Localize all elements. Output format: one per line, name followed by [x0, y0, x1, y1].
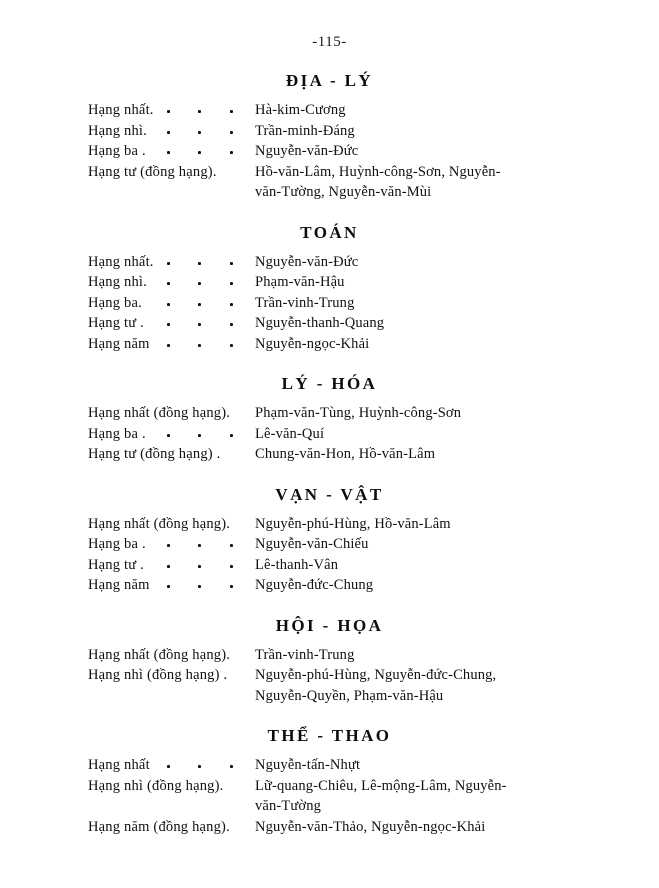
rank-label: Hạng ba. — [88, 294, 142, 311]
rank-entry — [0, 334, 659, 355]
leader-dot — [167, 344, 170, 347]
leader-dot — [230, 434, 233, 437]
names-cell — [255, 534, 659, 555]
rank-entry — [0, 100, 659, 121]
names-cell — [255, 444, 659, 465]
rank-list — [0, 100, 659, 203]
leader-dot — [230, 585, 233, 588]
names-line: Lữ-quang-Chiêu, Lê-mộng-Lâm, Nguyễn- — [255, 777, 507, 794]
rank-label-cell — [0, 293, 167, 314]
names-line: Trần-vinh-Trung — [255, 294, 355, 311]
names-cell — [255, 334, 659, 355]
leader-dot — [167, 282, 170, 285]
names-cell — [255, 575, 659, 596]
result-section — [0, 726, 659, 837]
rank-label-cell — [0, 776, 255, 797]
names-cell — [255, 555, 659, 576]
names-line: Phạm-văn-Hậu — [255, 274, 345, 290]
rank-entry — [0, 121, 659, 142]
leader-dot — [230, 303, 233, 306]
names-line: Nguyễn-phú-Hùng, Hồ-văn-Lâm — [255, 515, 451, 532]
rank-label-cell — [0, 665, 255, 686]
rank-list — [0, 514, 659, 596]
leader-dot — [198, 151, 201, 154]
leader-dot — [198, 131, 201, 134]
rank-entry — [0, 645, 659, 666]
rank-entry — [0, 141, 659, 162]
rank-label-cell — [0, 514, 255, 535]
names-line: Lê-văn-Quí — [255, 425, 325, 442]
rank-list — [0, 755, 659, 837]
result-section — [0, 374, 659, 465]
names-line: Phạm-văn-Tùng, Huỳnh-công-Sơn — [255, 405, 462, 421]
names-line: Nguyễn-Quyền, Phạm-văn-Hậu — [255, 687, 444, 704]
leader-dot — [167, 303, 170, 306]
names-line: Hà-kim-Cương — [255, 102, 346, 118]
leader-dot — [167, 323, 170, 326]
leader-dot — [198, 303, 201, 306]
rank-label-cell — [0, 755, 167, 776]
leader-dot — [230, 131, 233, 134]
names-cell — [255, 100, 659, 121]
rank-list — [0, 252, 659, 355]
names-line: Chung-văn-Hon, Hồ-văn-Lâm — [255, 446, 436, 462]
rank-label: Hạng tư . — [88, 315, 144, 331]
names-line: Nguyễn-thanh-Quang — [255, 315, 385, 331]
rank-label: Hạng nhất (đồng hạng). — [88, 405, 231, 421]
names-line: văn-Tường — [255, 798, 321, 814]
rank-entry — [0, 162, 659, 203]
rank-label: Hạng nhì (đồng hạng). — [88, 777, 224, 794]
rank-label: Hạng nhất (đồng hạng). — [88, 515, 231, 532]
scanned-page — [0, 34, 659, 888]
names-cell — [255, 293, 659, 314]
rank-entry — [0, 403, 659, 424]
names-cell — [255, 817, 659, 838]
leader-dot — [167, 110, 170, 113]
rank-entry — [0, 514, 659, 535]
rank-entry — [0, 534, 659, 555]
leader-dot — [198, 344, 201, 347]
rank-entry — [0, 817, 659, 838]
names-line: Nguyễn-văn-Thảo, Nguyễn-ngọc-Khải — [255, 818, 486, 835]
names-line: Nguyễn-văn-Chiếu — [255, 536, 369, 552]
rank-entry — [0, 776, 659, 817]
rank-label-cell — [0, 534, 167, 555]
leader-dot — [167, 585, 170, 588]
page-number: -115- — [312, 34, 347, 50]
rank-entry — [0, 424, 659, 445]
rank-label-cell — [0, 272, 167, 293]
rank-label: Hạng ba . — [88, 536, 146, 552]
rank-label-cell — [0, 121, 167, 142]
names-line: Nguyễn-phú-Hùng, Nguyễn-đức-Chung, — [255, 667, 497, 683]
leader-dot — [230, 344, 233, 347]
rank-label: Hạng tư (đồng hạng) . — [88, 446, 221, 462]
names-line: Lê-thanh-Vân — [255, 556, 339, 573]
rank-entry — [0, 293, 659, 314]
names-line: Nguyễn-đức-Chung — [255, 577, 374, 593]
leader-dot — [198, 765, 201, 768]
result-section — [0, 223, 659, 355]
leader-dot — [230, 262, 233, 265]
rank-label: Hạng nhất. — [88, 253, 154, 270]
section-heading: VẠN - VẬT — [275, 484, 384, 504]
rank-label: Hạng tư . — [88, 556, 144, 573]
names-cell — [255, 424, 659, 445]
leader-dot — [230, 765, 233, 768]
names-cell — [255, 645, 659, 666]
leader-dot — [167, 262, 170, 265]
leader-dot — [167, 765, 170, 768]
names-cell — [255, 141, 659, 162]
leader-dot — [167, 434, 170, 437]
rank-label-cell — [0, 424, 167, 445]
names-cell — [255, 272, 659, 293]
rank-entry — [0, 313, 659, 334]
rank-entry — [0, 252, 659, 273]
section-heading: THỂ - THAO — [267, 726, 392, 745]
result-section — [0, 71, 659, 203]
leader-dot — [230, 544, 233, 547]
names-line: Nguyễn-văn-Đức — [255, 143, 359, 159]
leader-dot — [230, 565, 233, 568]
rank-label: Hạng ba . — [88, 425, 146, 442]
names-cell — [255, 514, 659, 535]
rank-list — [0, 403, 659, 465]
names-line: Nguyễn-văn-Đức — [255, 253, 359, 270]
rank-label-cell — [0, 555, 167, 576]
result-section — [0, 485, 659, 596]
names-cell — [255, 162, 659, 203]
rank-label: Hạng nhì. — [88, 122, 147, 139]
rank-label-cell — [0, 162, 255, 183]
names-cell — [255, 252, 659, 273]
leader-dot — [230, 151, 233, 154]
rank-label-cell — [0, 645, 255, 666]
rank-entry — [0, 575, 659, 596]
rank-label-cell — [0, 141, 167, 162]
names-cell — [255, 313, 659, 334]
leader-dot — [230, 110, 233, 113]
leader-dot — [198, 262, 201, 265]
leader-dot — [230, 323, 233, 326]
names-cell — [255, 755, 659, 776]
rank-label-cell — [0, 817, 255, 838]
leader-dot — [167, 544, 170, 547]
leader-dot — [198, 434, 201, 437]
rank-label-cell — [0, 334, 167, 355]
rank-label: Hạng nhất. — [88, 102, 154, 118]
names-line: Hồ-văn-Lâm, Huỳnh-công-Sơn, Nguyễn- — [255, 163, 501, 180]
names-cell — [255, 665, 659, 706]
names-line: Trần-minh-Đáng — [255, 122, 355, 139]
rank-entry — [0, 555, 659, 576]
rank-label-cell — [0, 252, 167, 273]
result-section — [0, 616, 659, 707]
leader-dot — [167, 131, 170, 134]
rank-list — [0, 645, 659, 707]
rank-entry — [0, 444, 659, 465]
rank-label: Hạng nhì. — [88, 274, 147, 290]
names-cell — [255, 121, 659, 142]
leader-dot — [167, 565, 170, 568]
rank-label: Hạng nhất (đồng hạng). — [88, 646, 231, 663]
rank-label-cell — [0, 444, 255, 465]
names-line: Nguyễn-tấn-Nhựt — [255, 757, 361, 773]
leader-dot — [198, 323, 201, 326]
rank-label-cell — [0, 313, 167, 334]
rank-label-cell — [0, 575, 167, 596]
rank-entry — [0, 272, 659, 293]
leader-dot — [198, 282, 201, 285]
leader-dot — [198, 110, 201, 113]
rank-entry — [0, 665, 659, 706]
rank-label: Hạng năm — [88, 335, 150, 352]
rank-label: Hạng năm (đồng hạng). — [88, 818, 230, 835]
rank-label: Hạng nhất — [88, 757, 150, 773]
rank-label: Hạng tư (đồng hạng). — [88, 163, 217, 180]
names-cell — [255, 403, 659, 424]
leader-dot — [198, 565, 201, 568]
rank-label: Hạng năm — [88, 577, 150, 593]
names-cell — [255, 776, 659, 817]
section-heading: LÝ - HÓA — [281, 374, 378, 393]
names-line: Trần-vinh-Trung — [255, 646, 355, 663]
rank-label-cell — [0, 403, 255, 424]
section-heading: HỘI - HỌA — [275, 615, 384, 635]
leader-dot — [167, 151, 170, 154]
names-line: văn-Tường, Nguyễn-văn-Mùi — [255, 184, 432, 200]
leader-dot — [198, 544, 201, 547]
rank-label-cell — [0, 100, 167, 121]
leader-dot — [198, 585, 201, 588]
section-heading: TOÁN — [300, 222, 359, 242]
section-heading: ĐỊA - LÝ — [285, 71, 374, 90]
leader-dot — [230, 282, 233, 285]
rank-entry — [0, 755, 659, 776]
rank-label: Hạng ba . — [88, 143, 146, 159]
names-line: Nguyễn-ngọc-Khải — [255, 335, 370, 352]
sections-container — [0, 71, 659, 837]
rank-label: Hạng nhì (đồng hạng) . — [88, 667, 228, 683]
